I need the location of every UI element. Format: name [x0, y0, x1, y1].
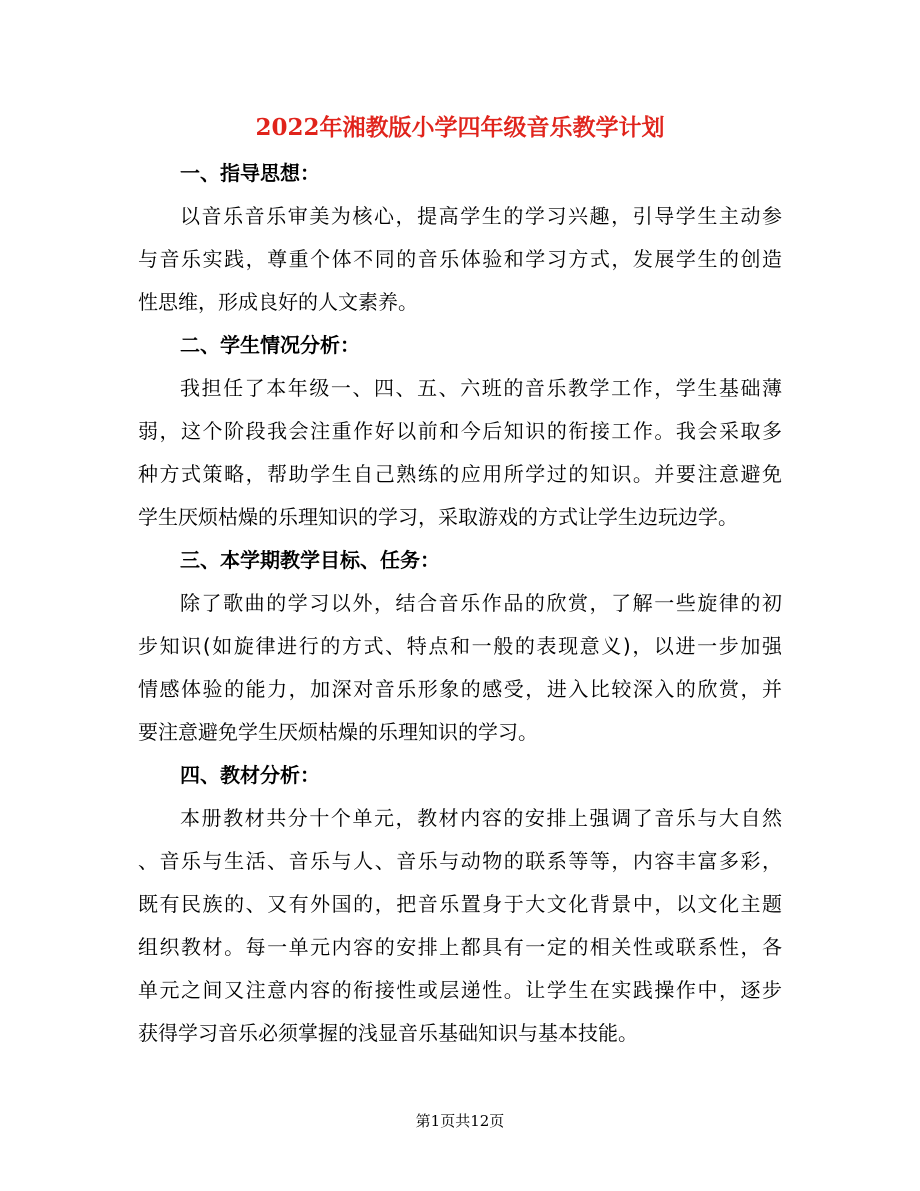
page-number: 第1页共12页 [415, 1112, 505, 1130]
paragraph-line: 情感体验的能力，加深对音乐形象的感受，进入比较深入的欣赏，并 [138, 677, 782, 701]
section-paragraph [138, 195, 782, 324]
paragraph-line: 种方式策略，帮助学生自己熟练的应用所学过的知识。并要注意避免 [138, 462, 782, 486]
paragraph-line: 本册教材共分十个单元，教材内容的安排上强调了音乐与大自然 [180, 806, 782, 830]
paragraph-line: 要注意避免学生厌烦枯燥的乐理知识的学习。 [138, 720, 538, 744]
paragraph-line: 、音乐与生活、音乐与人、音乐与动物的联系等等，内容丰富多彩， [138, 849, 782, 873]
paragraph-line: 性思维，形成良好的人文素养。 [138, 290, 418, 314]
paragraph-line: 除了歌曲的学习以外，结合音乐作品的欣赏，了解一些旋律的初 [180, 591, 782, 615]
paragraph-line: 学生厌烦枯燥的乐理知识的学习，采取游戏的方式让学生边玩边学。 [138, 505, 738, 529]
section-heading: 三、本学期教学目标、任务： [180, 548, 440, 572]
paragraph-line: 弱，这个阶段我会注重作好以前和今后知识的衔接工作。我会采取多 [138, 419, 782, 443]
paragraph-line: 单元之间又注意内容的衔接性或层递性。让学生在实践操作中，逐步 [138, 978, 782, 1002]
document-title: 2022年湘教版小学四年级音乐教学计划 [255, 114, 665, 141]
paragraph-line: 组织教材。每一单元内容的安排上都具有一定的相关性或联系性，各 [138, 935, 782, 959]
section-heading: 一、指导思想： [180, 161, 320, 185]
section-heading: 四、教材分析： [180, 763, 320, 787]
section-heading: 二、学生情况分析： [180, 333, 360, 357]
paragraph-line: 步知识(如旋律进行的方式、特点和一般的表现意义)，以进一步加强 [138, 634, 782, 658]
paragraph-line: 获得学习音乐必须掌握的浅显音乐基础知识与基本技能。 [138, 1021, 638, 1045]
paragraph-line: 我担任了本年级一、四、五、六班的音乐教学工作，学生基础薄 [180, 376, 782, 400]
section-paragraph [138, 797, 782, 1055]
paragraph-line: 与音乐实践，尊重个体不同的音乐体验和学习方式，发展学生的创造 [138, 247, 782, 271]
section-paragraph [138, 367, 782, 539]
paragraph-line: 既有民族的、又有外国的，把音乐置身于大文化背景中，以文化主题 [138, 892, 782, 916]
paragraph-line: 以音乐音乐审美为核心，提高学生的学习兴趣，引导学生主动参 [180, 204, 782, 228]
section-paragraph [138, 582, 782, 754]
document-body [138, 152, 782, 1055]
